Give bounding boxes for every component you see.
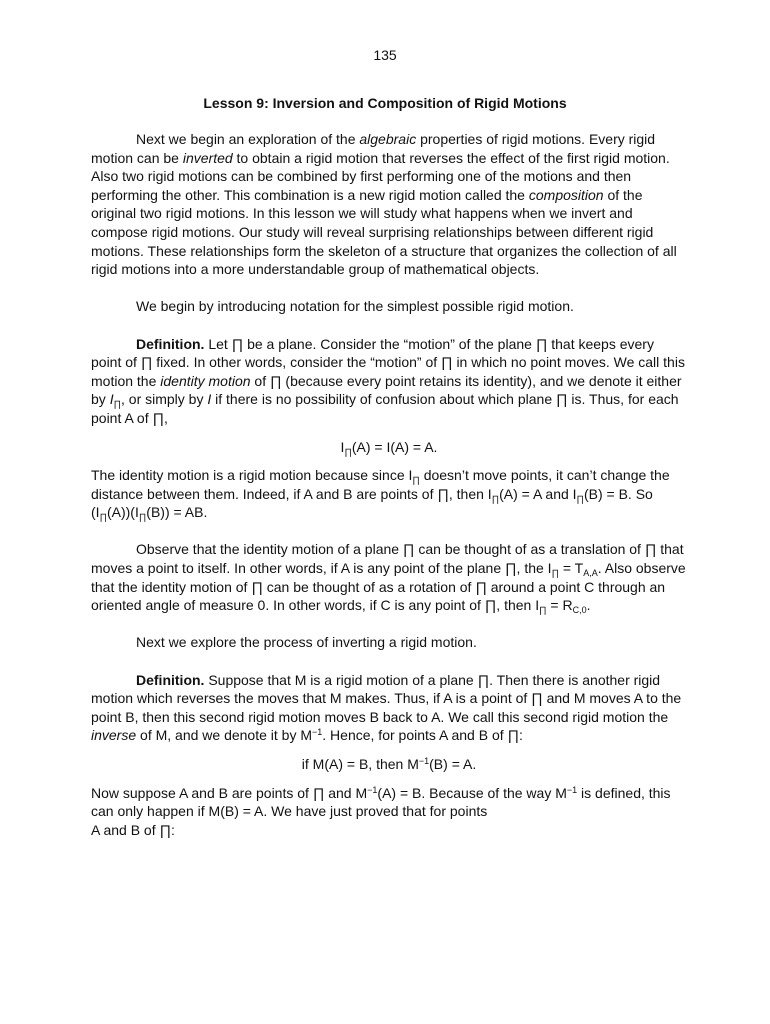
equation-identity: $I_\prod(A) = I(A) = A$. [340,438,438,457]
lesson-title: Lesson 9: Inversion and Composition of Rigid Motions [203,95,567,111]
paragraph-notation: We begin by introducing notation for the simplest possible rigid motion. [136,298,574,315]
paragraph-inverse-definition: Definition. Suppose that M is a rigid motion of a plane ∏. Then there is another rigid motion which reverses the moves that M makes. Thus, if A is a point of ∏ and M moves A to the point B, then this second rigid motion moves B back to A. We call this second rigid motion the inverse of M, and we denote it by $M^{-1}$. Hence, for points A and B of ∏: [91,671,682,744]
definition-label: Definition. [136,671,205,688]
body-text [91,130,687,858]
paragraph-inverting-intro: Next we explore the process of inverting a rigid motion. [136,634,477,651]
definition-label: Definition. [136,335,205,352]
paragraph-identity-definition: Definition. Let ∏ be a plane. Consider the “motion” of the plane ∏ that keeps every point of ∏ fixed. In other words, consider the “motion” of ∏ in which no point moves. We call this motion the identity motion of ∏ (because every point retains its identity), and we denote it either by $I_\prod$, or simply by I if there is no possibility of confusion about which plane ∏ is. Thus, for each point A of ∏, [91,335,685,426]
paragraph-intro: Next we begin an exploration of the algebraic properties of rigid motions. Every rigid motion can be inverted to obtain a rigid motion that reverses the effect of the first rigid motion. Also two rigid motions can be combined by first performing one of the motions and then performing the other. This combination is a new rigid motion called the composition of the original two rigid motions. In this lesson we will study what happens when we invert and compose rigid motions. Our study will reveal surprising relationships between different rigid motions. These relationships form the skeleton of a structure that organizes the collection of all rigid motions into a more understandable group of mathematical objects. [91,131,677,278]
page-number: 135 [373,47,397,63]
paragraph-inverse-proof: Now suppose A and B are points of ∏ and $M^{-1}(A) = B$. Because of the way $M^{-1}$ is defined, this can only happen if M(B) = A. We have just proved that for points A and B of ∏: [91,784,671,838]
equation-inverse: if M(A) = B, then $M^{-1}(B) = A$. [301,756,477,772]
paragraph-identity-proof: The identity motion is a rigid motion because since $I_\prod$ doesn’t move points, it can’t change the distance between them. Indeed, if A and B are points of ∏, then $I_\prod(A) = A$ and $I_\prod(B) = B$. So $(I_\prod(A))(I_\prod(B))$ = AB. [91,467,670,523]
paragraph-identity-observation: Observe that the identity motion of a plane ∏ can be thought of as a translation of ∏ that moves a point to itself. In other words, if A is any point of the plane ∏, the $I_\prod = T_{A,A}$. Also observe that the identity motion of ∏ can be thought of as a rotation of ∏ around a point C through an oriented angle of measure 0. In other words, if C is any point of ∏, then $I_\prod = R_{C,0}$. [91,541,686,616]
